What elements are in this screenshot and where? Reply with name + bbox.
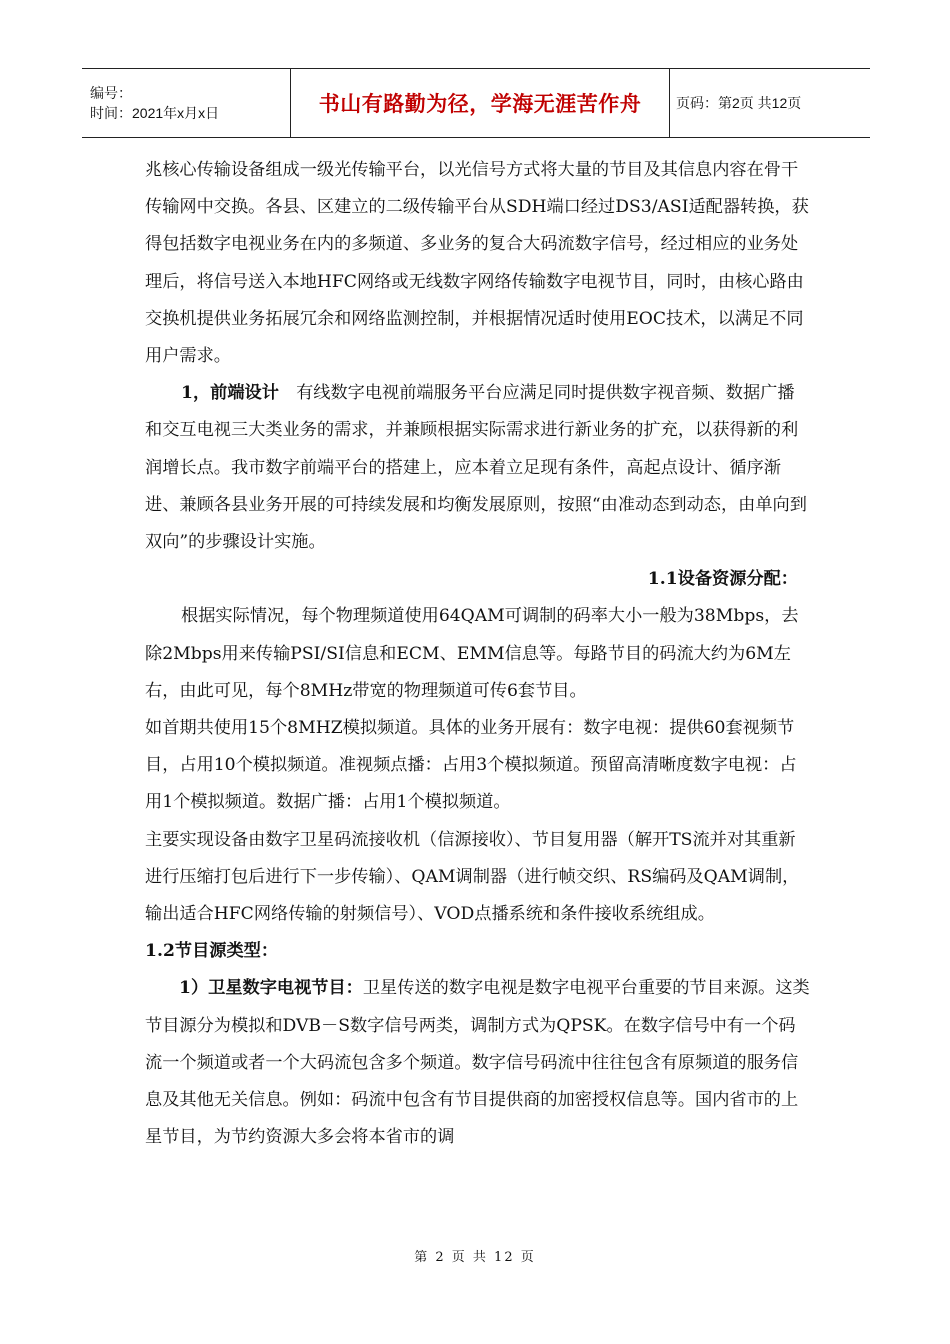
header-meta [82, 69, 291, 137]
document-body [145, 152, 810, 1156]
header-page-cell [670, 69, 870, 137]
page-header [82, 68, 870, 138]
time-label: 时间：2021年x月x日 [90, 105, 220, 121]
header-motto-cell [291, 69, 670, 137]
header-page-info: 页码：第2页 共12页 [676, 95, 802, 111]
section-heading-1-2: 1.2节目源类型： [145, 941, 279, 962]
paragraph-5: 主要实现设备由数字卫星码流接收机（信源接收）、节目复用器（解开TS流并对其重新进行压缩打包后进行下一步传输）、QAM调制器（进行帧交织、RS编码及QAM调制，输出适合HFC网络传输的射频信号）、VOD点播系统和条件接收系统组成。 [145, 829, 800, 925]
page-footer: 第 2 页 共 12 页 [414, 1250, 536, 1265]
paragraph-1: 兆核心传输设备组成一级光传输平台，以光信号方式将大量的节目及其信息内容在骨干传输网中交换。各县、区建立的二级传输平台从SDH端口经过DS3/ASI适配器转换，获得包括数字电视业务在内的多频道、多业务的复合大码流数字信号，经过相应的业务处理后，将信号送入本地HFC网络或无线数字网络传输数字电视节目，同时，由核心路由交换机提供业务拓展冗余和网络监测控制，并根据情况适时使用EOC技术，以满足不同用户需求。 [145, 160, 809, 367]
section-heading-front-end: 1，前端设计 [181, 383, 279, 404]
paragraph-front-end [145, 375, 810, 561]
motto-text: 书山有路勤为径，学海无涯苦作舟 [318, 92, 642, 116]
paragraph-6 [145, 970, 810, 1156]
paragraph-4: 如首期共使用15个8MHZ模拟频道。具体的业务开展有：数字电视：提供60套视频节目，占用10个模拟频道。准视频点播：占用3个模拟频道。预留高清晰度数字电视：占用1个模拟频道。数据广播：占用1个模拟频道。 [145, 718, 797, 813]
paragraph-3: 根据实际情况，每个物理频道使用64QAM可调制的码率大小一般为38Mbps，去除2Mbps用来传输PSI/SI信息和ECM、EMM信息等。每路节目的码流大约为6M左右，由此可见，每个8MHz带宽的物理频道可传6套节目。 [145, 606, 799, 701]
satellite-heading: 1）卫星数字电视节目： [179, 978, 363, 999]
front-end-text: 有线数字电视前端服务平台应满足同时提供数字视音频、数据广播和交互电视三大类业务的需求，并兼顾根据实际需求进行新业务的扩充，以获得新的利润增长点。我市数字前端平台的搭建上，应本着立足现有条件，高起点设计、循序渐进、兼顾各县业务开展的可持续发展和均衡发展原则，按照“由准动态到动态，由单向到双向”的步骤设计实施。 [145, 383, 807, 553]
section-heading-1-1: 1.1设备资源分配： [647, 569, 798, 590]
doc-number-label: 编号： [90, 85, 132, 101]
satellite-text: 卫星传送的数字电视是数字电视平台重要的节目来源。这类节目源分为模拟和DVB－S数字信号两类，调制方式为QPSK。在数字信号中有一个码流一个频道或者一个大码流包含多个频道。数字信号码流中往往包含有原频道的服务信息及其他无关信息。例如：码流中包含有节目提供商的加密授权信息等。国内省市的上星节目，为节约资源大多会将本省市的调 [145, 978, 810, 1148]
